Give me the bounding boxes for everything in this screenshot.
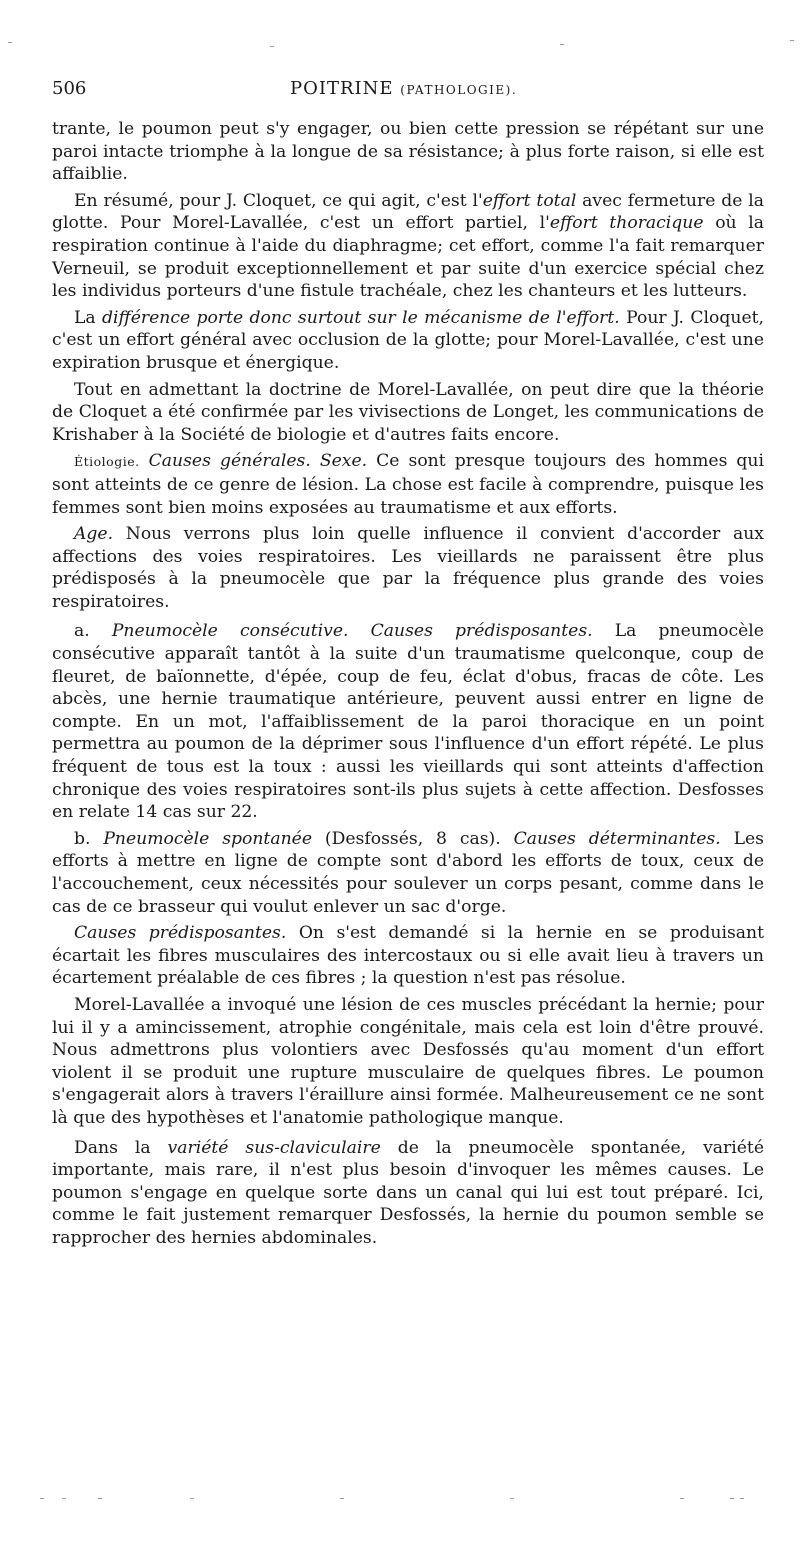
text-run: a. [74, 621, 112, 642]
paragraph [52, 1137, 764, 1250]
scan-speckles-top [0, 40, 800, 50]
text-run: Ce sont presque toujours des hommes qui sont atteints de ce genre de lésion. La chose est facile à comprendre, puisque les femmes sont bien moins exposées au traumatisme et aux efforts. [52, 451, 764, 518]
scan-speck [270, 46, 274, 47]
scan-speck [190, 1498, 194, 1499]
section-label: Étiologie. [74, 454, 140, 470]
paragraph: Morel-Lavallée a invoqué une lésion de ces muscles précédant la hernie; pour lui il y a amincissement, atrophie congénitale, mais cela est loin d'être prouvé. Nous admettrons plus volontiers avec Desfossés qu'au moment d'un effort violent il se produit une rupture musculaire de quelques fibres. Le poumon s'engagerait alors à travers l'éraillure ainsi formée. Malheureusement ce ne sont là que des hypothèses et l'anatomie pathologique manque. [52, 994, 764, 1128]
italic-run: Causes prédisposantes. [370, 621, 593, 642]
paragraph [52, 523, 764, 613]
italic-run: Causes générales. [148, 451, 311, 472]
italic-run: variété sus-claviculaire [167, 1137, 381, 1158]
running-title-subtitle: (PATHOLOGIE). [400, 83, 518, 97]
scan-speck [62, 1498, 66, 1499]
page-number: 506 [52, 78, 87, 99]
scan-speck [740, 1498, 744, 1499]
scan-speck [40, 1498, 44, 1499]
scan-speck [98, 1498, 102, 1499]
italic-run: Sexe. [319, 451, 368, 472]
text-run: avec fermeture de la glotte. Pour Morel-Lavallée, c'est un effort partiel, l' [52, 190, 764, 234]
paragraph [52, 620, 764, 823]
text-run: b. [74, 828, 104, 849]
text-run: où la respiration continue à l'aide du diaphragme; cet effort, comme l'a fait remarquer Verneuil, se produit exceptionnellement et par suite d'un exercice spécial chez les individus porteurs d'une fistule trachéale, chez les chanteurs et les lutteurs. [52, 213, 765, 302]
running-title [290, 78, 517, 99]
scan-speck [680, 1498, 684, 1499]
paragraph [52, 190, 764, 303]
text-run: (Desfossés, 8 cas). [312, 828, 514, 849]
paragraph [52, 922, 764, 990]
scan-speck [790, 40, 794, 41]
text-run: Nous verrons plus loin quelle influence il convient d'accorder aux affections des voies respiratoires. Les vieillards ne paraissent être plus prédisposés à la pneumocèle que par la fréquence plus grande des voies respiratoires. [52, 524, 764, 612]
scan-speck [560, 44, 564, 45]
italic-run: effort thoracique [549, 213, 704, 234]
paragraph [52, 450, 764, 519]
scan-speckles-bottom [40, 1498, 760, 1510]
paragraph [52, 307, 764, 375]
text-run: On s'est demandé si la hernie en se produisant écartait les fibres musculaires des intercostaux ou si elle avait lieu à travers un écartement préalable de ces fibres ; la question n'est pas résolue. [52, 923, 765, 989]
text-run: de la pneumocèle spontanée, variété importante, mais rare, il n'est plus besoin d'invoquer les mêmes causes. Le poumon s'engage en quelque sorte dans un canal qui lui est tout préparé. Ici, comme le fait justement remarquer Desfossés, la hernie du poumon semble se rapprocher des hernies abdominales. [52, 1137, 764, 1248]
italic-run: Pneumocèle consécutive. [111, 621, 349, 642]
italic-run: Age. [74, 524, 114, 545]
text-run: Les efforts à mettre en ligne de compte sont d'abord les efforts de toux, ceux de l'accouchement, ceux nécessités pour soulever un corps pesant, comme dans le cas de ce brasseur qui voulut enlever un sac d'orge. [52, 828, 765, 917]
italic-run: Causes déterminantes. [513, 828, 721, 849]
scan-speck [730, 1498, 734, 1499]
paragraph: Tout en admettant la doctrine de Morel-Lavallée, on peut dire que la théorie de Cloquet a été confirmée par les vivisections de Longet, les communications de Krishaber à la Société de biologie et d'autres faits encore. [52, 379, 764, 445]
scan-speck [8, 42, 12, 43]
italic-run: Causes prédisposantes. [74, 923, 287, 944]
text-run: La pneumocèle consécutive apparaît tantôt à la suite d'un traumatisme quelconque, coup de fleuret, de baïonnette, d'épée, coup de feu, éclat d'obus, fracas de côte. Les abcès, une hernie traumatique antérieure, peuvent aussi entrer en ligne de compte. En un mot, l'affaiblissement de la paroi thoracique en un point permettra au poumon de la déprimer sous l'influence d'un effort répété. Le plus fréquent de tous est la toux : aussi les vieillards qui sont atteints d'affection chronique des voies respiratoires sont-ils plus sujets à cette affection. Desfosses en relate 14 cas sur 22. [52, 621, 764, 823]
document-body [52, 118, 764, 1254]
text-run: Pour J. Cloquet, c'est un effort général avec occlusion de la glotte; pour Morel-Lavallée, c'est une expiration brusque et énergique. [52, 307, 764, 373]
italic-run: Pneumocèle spontanée [103, 828, 313, 849]
italic-run: différence porte donc surtout sur le mécanisme de l'effort. [102, 307, 620, 328]
text-run: La [74, 307, 103, 328]
text-run: En résumé, pour J. Cloquet, ce qui agit, c'est l' [74, 190, 483, 211]
paragraph: trante, le poumon peut s'y engager, ou bien cette pression se répétant sur une paroi intacte triomphe à la longue de sa résistance; à plus forte raison, si elle est affaiblie. [52, 119, 764, 185]
scan-speck [510, 1498, 514, 1499]
italic-run: effort total [482, 190, 577, 211]
text-run: Dans la [74, 1137, 168, 1158]
running-title-main: POITRINE [290, 78, 394, 99]
page-header [52, 78, 764, 104]
paragraph [52, 828, 764, 918]
scan-speck [340, 1498, 344, 1499]
